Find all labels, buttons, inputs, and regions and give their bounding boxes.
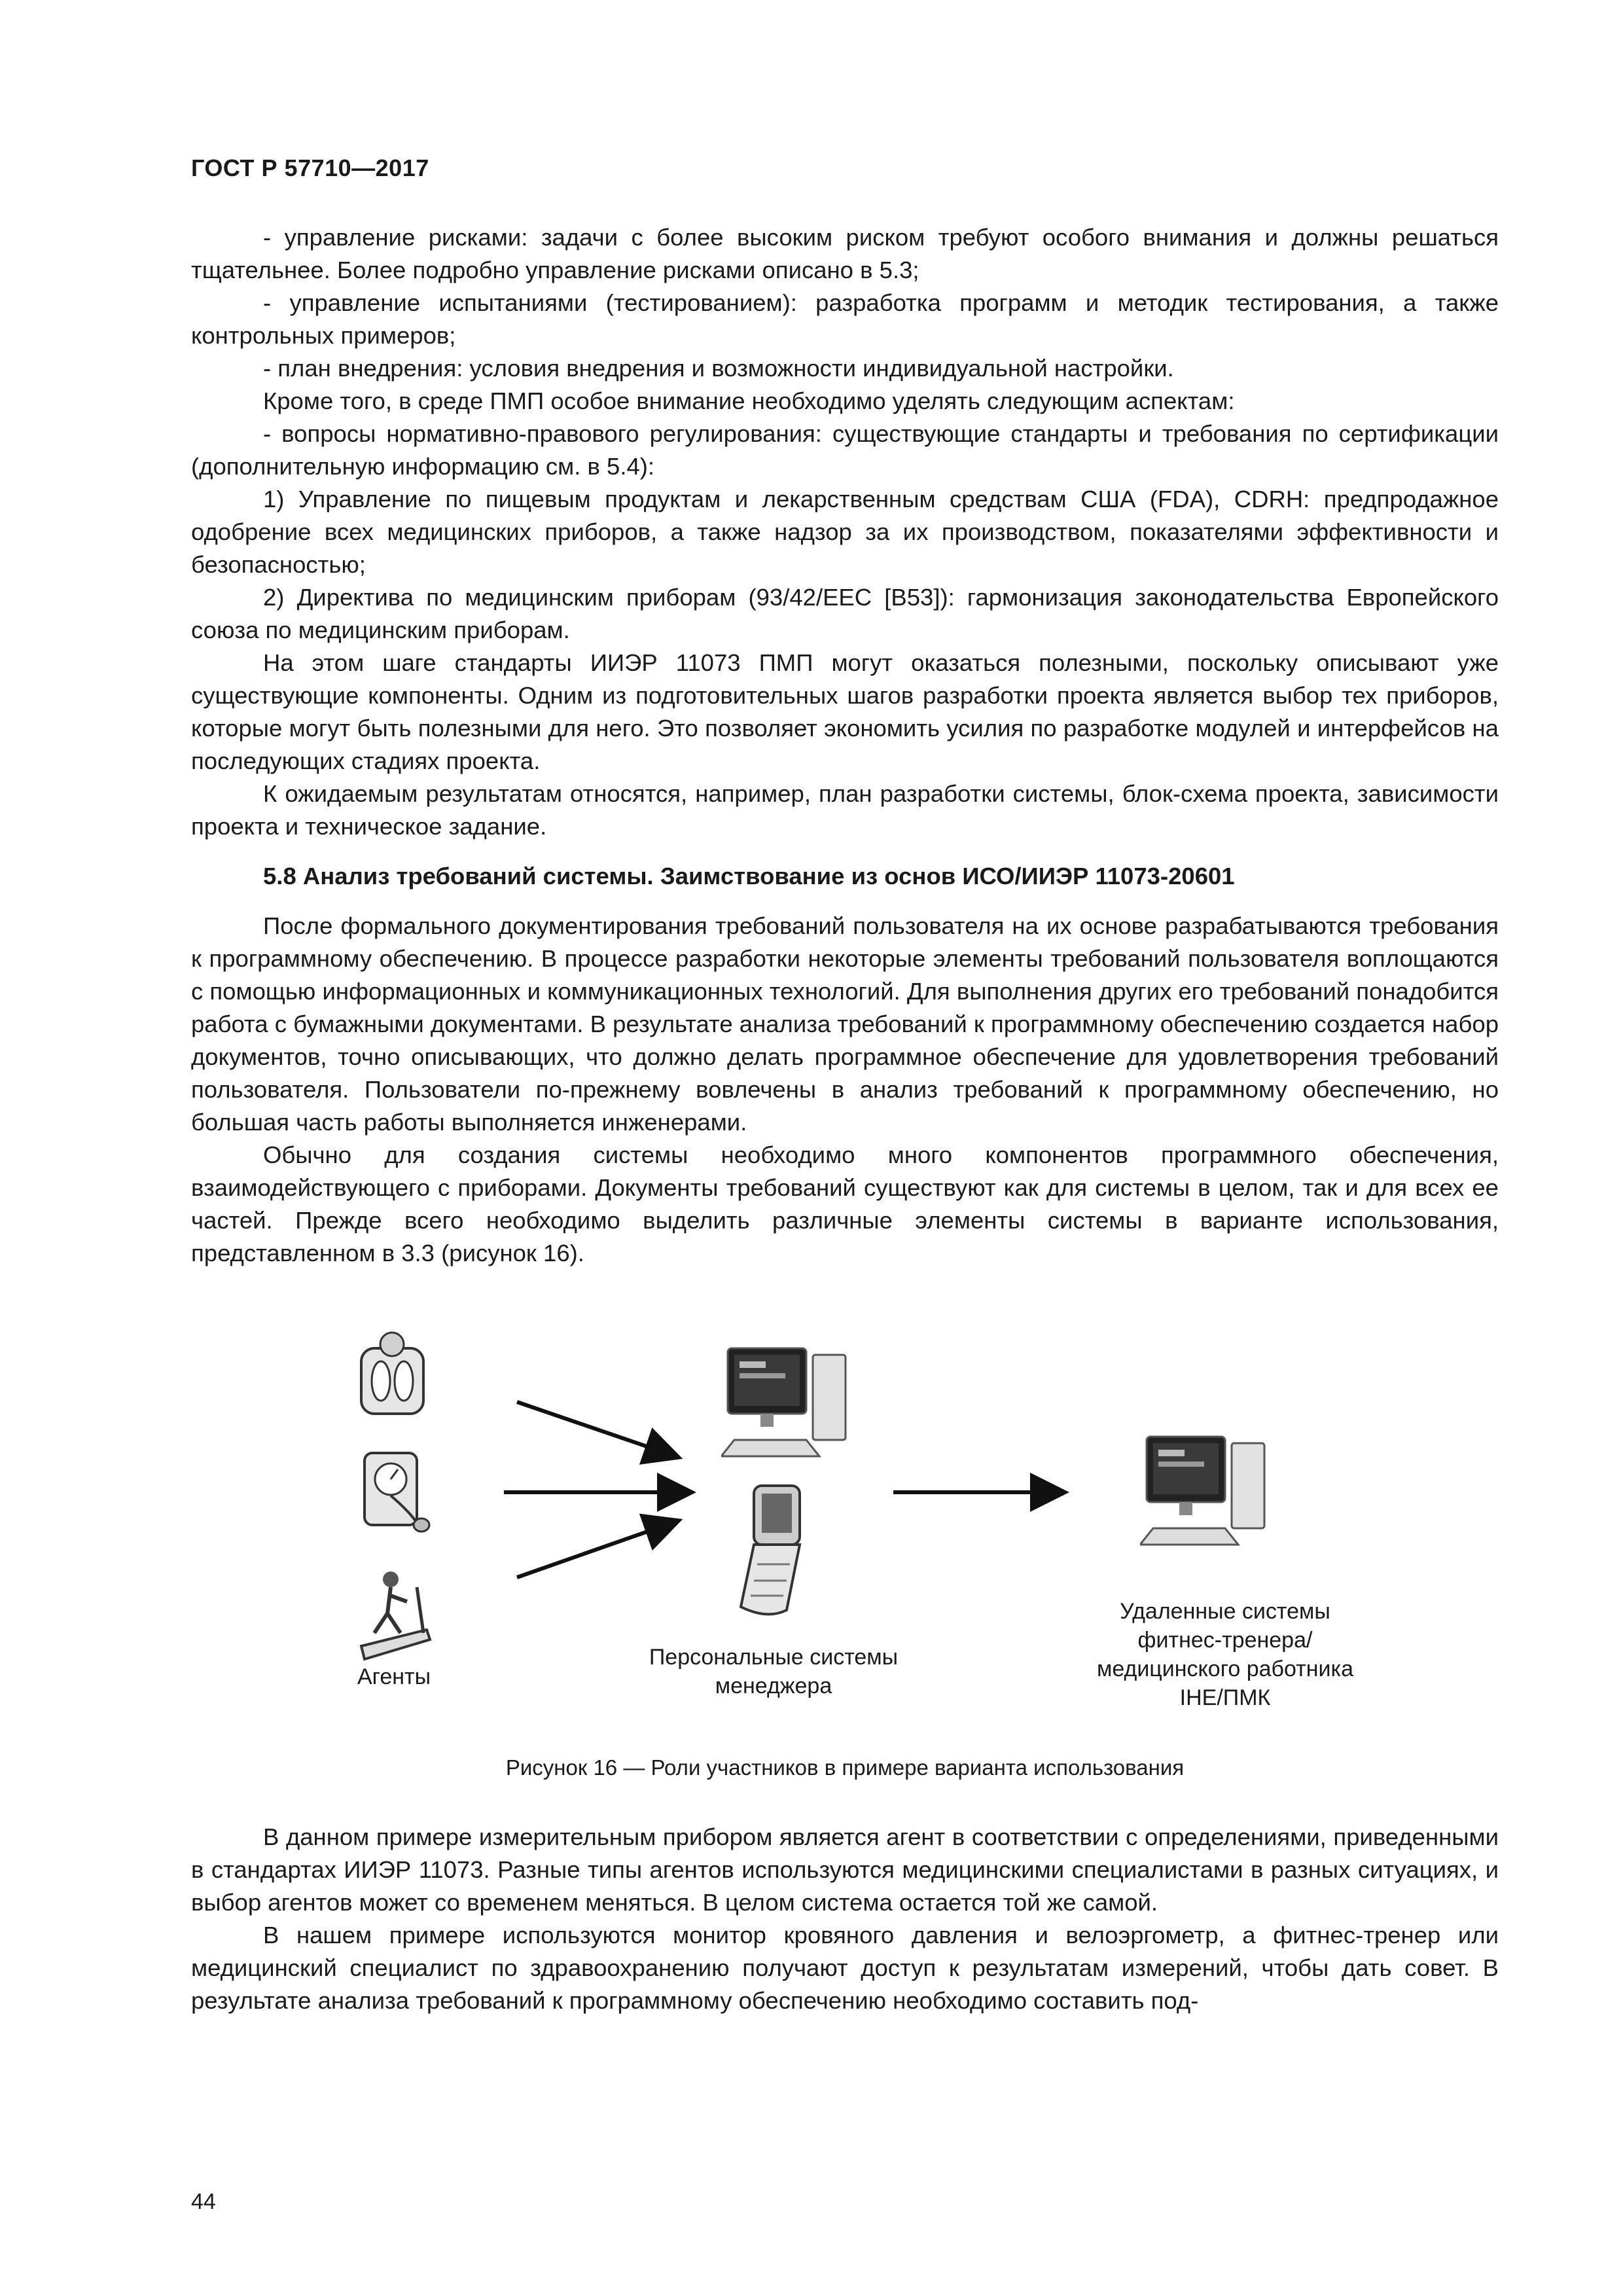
paragraph: На этом шаге стандарты ИИЭР 11073 ПМП могут оказаться полезными, поскольку описывают уже существующие компоненты. Одним из подготовительных шагов разработки проекта является выбор тех приборов, которые могут быть полезными для него. Это позволяет экономить усилия по разработке модулей и интерфейсов на последующих стадиях проекта. <box>191 649 1499 774</box>
computer-icon <box>721 1342 852 1466</box>
mobile-phone-icon <box>728 1479 819 1623</box>
label-line: фитнес-тренера/ <box>1137 1628 1313 1653</box>
paragraph: 1) Управление по пищевым продуктам и лекарственным средствам США (FDA), CDRH: предпродажное одобрение всех медицинских приборов, а также надзор за их производством, показателями эффективности и безопасностью; <box>191 486 1499 578</box>
paragraph: После формального документирования требований пользователя на их основе разрабатываются требования к программному обеспечению. В процессе разработки некоторые элементы требований пользователя воплощаются с помощью информационных и коммуникационных технологий. Для выполнения других его требований понадобится работа с бумажными документами. В результате анализа требований к программному обеспечению создается набор документов, точно описывающих, что должно делать программное обеспечение для удовлетворения требований пользователя. Пользователи по-прежнему вовлечены в анализ требований к программному обеспечению, но большая часть работы выполняется инженерами. <box>191 912 1499 1136</box>
paragraph: - вопросы нормативно-правового регулирования: существующие стандарты и требования по сертификации (дополнительную информацию см. в 5.4): <box>191 420 1499 480</box>
paragraph: Кроме того, в среде ПМП особое внимание необходимо уделять следующим аспектам: <box>263 387 1235 414</box>
label-line: медицинского работника <box>1096 1657 1354 1681</box>
label-line: Персональные системы <box>649 1645 899 1670</box>
remote-computer-icon <box>1140 1430 1271 1554</box>
label-personal-systems <box>610 1643 937 1700</box>
arrow-agent-3 <box>517 1522 675 1577</box>
section-heading: 5.8 Анализ требований системы. Заимствование из основ ИСО/ИИЭР 11073-20601 <box>263 863 1235 889</box>
label-line: Удаленные системы <box>1120 1599 1330 1624</box>
paragraph: - план внедрения: условия внедрения и возможности индивидуальной настройки. <box>263 355 1174 382</box>
figure-caption: Рисунок 16 — Роли участников в примере варианта использования <box>505 1755 1185 1780</box>
paragraph: К ожидаемым результатам относятся, например, план разработки системы, блок-схема проекта, зависимости проекта и техническое задание. <box>191 780 1499 840</box>
paragraph: 2) Директива по медицинским приборам (93/42/EEC [B53]): гармонизация законодательства Европейского союза по медицинским приборам. <box>191 584 1499 643</box>
paragraph: - управление испытаниями (тестированием): разработка программ и методик тестирования, а также контрольных примеров; <box>191 289 1499 349</box>
label-remote-systems <box>1055 1597 1395 1712</box>
paragraph: В данном примере измерительным прибором является агент в соответствии с определениями, приведенными в стандартах ИИЭР 11073. Разные типы агентов используются медицинскими специалистами в разных ситуациях, и выбор агентов может со временем меняться. В целом система остается той же самой. <box>191 1823 1499 1916</box>
page-number: 44 <box>191 2189 216 2214</box>
label-line: менеджера <box>715 1674 832 1698</box>
section-a <box>191 221 1499 1270</box>
paragraph: Обычно для создания системы необходимо много компонентов программного обеспечения, взаимодействующего с приборами. Документы требований существуют как для системы в целом, так и для всех ее частей. Прежде всего необходимо выделить различные элементы системы в варианте использования, представленном в 3.3 (рисунок 16). <box>191 1141 1499 1266</box>
section-c <box>191 1821 1499 2017</box>
figure-16 <box>191 1316 1499 1800</box>
paragraph: - управление рисками: задачи с более высоким риском требуют особого внимания и должны решаться тщательнее. Более подробно управление рисками описано в 5.3; <box>191 224 1499 283</box>
document-header: ГОСТ Р 57710—2017 <box>191 154 429 181</box>
label-line: IHE/ПМК <box>1179 1685 1271 1710</box>
arrow-agent-1 <box>517 1402 675 1456</box>
label-agents: Агенты <box>357 1664 431 1689</box>
paragraph: В нашем примере используются монитор кровяного давления и велоэргометр, а фитнес-тренер или медицинский специалист по здравоохранению получают доступ к результатам измерений, чтобы дать совет. В результате анализа требований к программному обеспечению необходимо составить под- <box>191 1922 1499 2014</box>
